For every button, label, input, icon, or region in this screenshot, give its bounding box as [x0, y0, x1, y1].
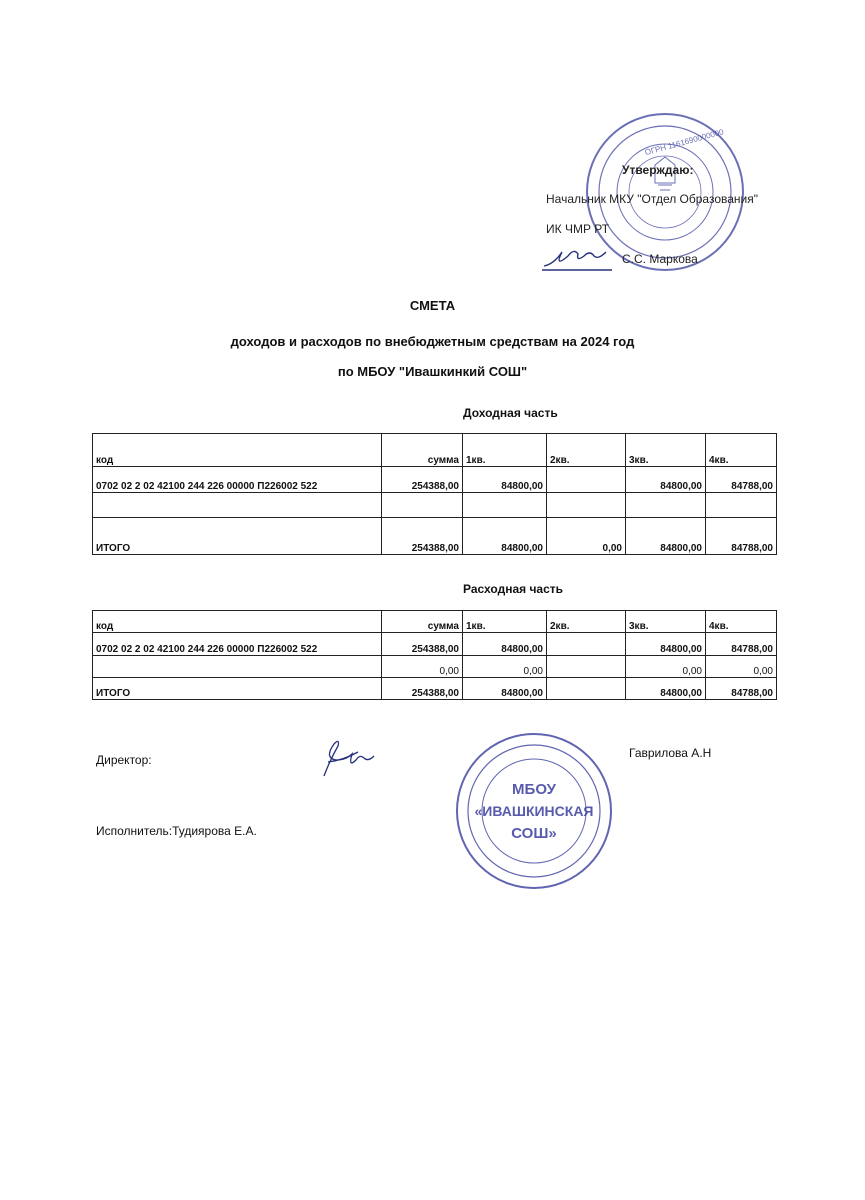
- table-cell: 84800,00: [463, 678, 547, 700]
- header-cell: сумма: [382, 611, 463, 633]
- income-caption: Доходная часть: [463, 406, 558, 420]
- income-table: [92, 433, 777, 555]
- document-organization: по МБОУ "Ивашкинкий СОШ": [337, 364, 528, 379]
- header-cell: код: [93, 434, 382, 467]
- table-cell: ИТОГО: [93, 678, 382, 700]
- table-cell: 254388,00: [382, 467, 463, 493]
- table-cell: [706, 493, 777, 518]
- expense-caption: Расходная часть: [463, 582, 564, 596]
- document-subtitle: доходов и расходов по внебюджетным средствам на 2024 год: [230, 334, 635, 349]
- director-name: Гаврилова А.Н: [629, 746, 712, 760]
- table-total-row: [93, 518, 777, 555]
- table-cell: 84800,00: [626, 678, 706, 700]
- table-cell: 254388,00: [382, 633, 463, 656]
- table-cell: 0,00: [626, 656, 706, 678]
- table-cell: 0702 02 2 02 42100 244 226 00000 П226002 522: [93, 633, 382, 656]
- table-header-row: [93, 434, 777, 467]
- table-cell: 84788,00: [706, 678, 777, 700]
- table-cell: 84800,00: [626, 518, 706, 555]
- table-cell: 84788,00: [706, 518, 777, 555]
- school-stamp: [448, 730, 620, 892]
- table-cell: 84800,00: [463, 518, 547, 555]
- table-row: [93, 633, 777, 656]
- table-total-row: [93, 678, 777, 700]
- expense-table: [92, 610, 777, 700]
- header-cell: 2кв.: [547, 611, 626, 633]
- approve-label: Утверждаю:: [622, 163, 694, 177]
- table-cell: [626, 493, 706, 518]
- approver-department: ИК ЧМР РТ: [546, 222, 610, 236]
- header-cell: код: [93, 611, 382, 633]
- header-cell: 2кв.: [547, 434, 626, 467]
- header-cell: 4кв.: [706, 434, 777, 467]
- table-cell: 84800,00: [626, 467, 706, 493]
- table-cell: 0,00: [382, 656, 463, 678]
- approval-stamp-ogrn: ОГРН 1161690000000: [643, 127, 725, 158]
- table-cell: 0702 02 2 02 42100 244 226 00000 П226002 522: [93, 467, 382, 493]
- table-cell: 84800,00: [626, 633, 706, 656]
- table-cell: [93, 656, 382, 678]
- table-row: [93, 493, 777, 518]
- table-cell: 254388,00: [382, 518, 463, 555]
- school-stamp-line-2: «ИВАШКИНСКАЯ: [474, 803, 594, 819]
- table-cell: ИТОГО: [93, 518, 382, 555]
- table-row: [93, 467, 777, 493]
- table-cell: [547, 633, 626, 656]
- table-cell: [547, 493, 626, 518]
- table-cell: 84788,00: [706, 467, 777, 493]
- header-cell: 1кв.: [463, 611, 547, 633]
- school-stamp-line-1: МБОУ: [512, 781, 556, 798]
- table-cell: 84800,00: [463, 633, 547, 656]
- approver-name: С.С. Маркова: [622, 252, 698, 266]
- table-cell: 84800,00: [463, 467, 547, 493]
- header-cell: 3кв.: [626, 434, 706, 467]
- table-row: [93, 656, 777, 678]
- director-label: Директор:: [96, 753, 152, 767]
- table-cell: [547, 678, 626, 700]
- approver-signature: [540, 244, 620, 274]
- table-cell: 254388,00: [382, 678, 463, 700]
- document-title: СМЕТА: [409, 298, 456, 313]
- header-cell: 3кв.: [626, 611, 706, 633]
- table-cell: 0,00: [547, 518, 626, 555]
- table-cell: 84788,00: [706, 633, 777, 656]
- approver-position: Начальник МКУ "Отдел Образования": [546, 192, 759, 206]
- executor-line: Исполнитель:Тудиярова Е.А.: [96, 824, 257, 838]
- header-cell: сумма: [382, 434, 463, 467]
- table-cell: [382, 493, 463, 518]
- table-cell: [547, 656, 626, 678]
- header-cell: 4кв.: [706, 611, 777, 633]
- school-stamp-line-3: СОШ»: [511, 825, 557, 842]
- director-signature: [318, 732, 388, 784]
- table-cell: 0,00: [463, 656, 547, 678]
- table-header-row: [93, 611, 777, 633]
- table-cell: [547, 467, 626, 493]
- header-cell: 1кв.: [463, 434, 547, 467]
- table-cell: 0,00: [706, 656, 777, 678]
- table-cell: [93, 493, 382, 518]
- table-cell: [463, 493, 547, 518]
